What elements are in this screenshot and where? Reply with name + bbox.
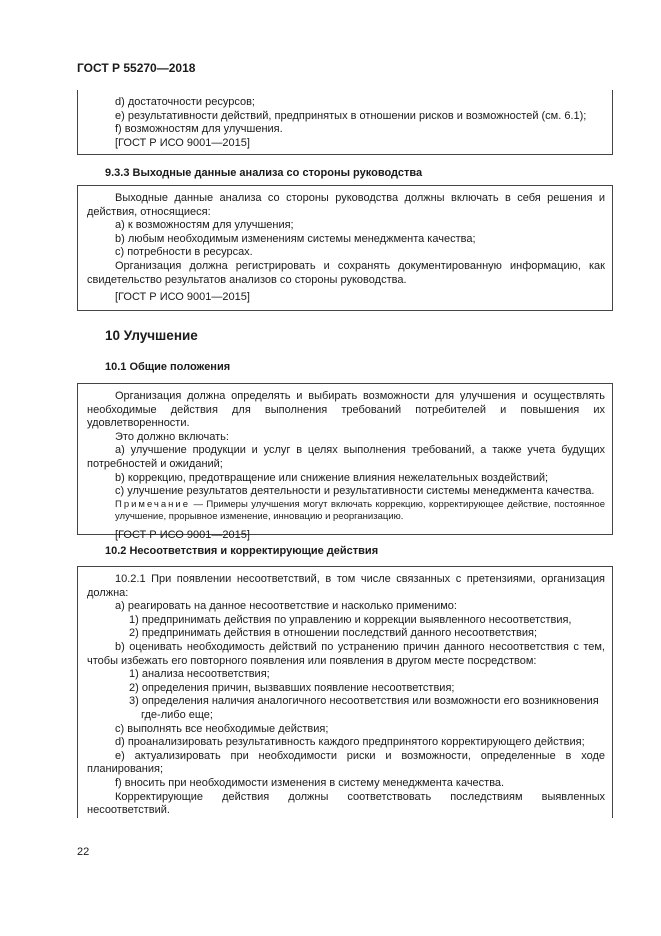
section-heading-9-3-3: 9.3.3 Выходные данные анализа со стороны руководства <box>105 167 423 179</box>
sub-list-item: 2) определения причин, вызвавших появление несоответствия; <box>129 681 455 694</box>
sub-list-item: 1) предпринимать действия по управлению и коррекции выявленного несоответствия, <box>129 613 572 626</box>
list-item: a) реагировать на данное несоответствие и насколько применимо: <box>115 600 457 613</box>
list-item: b) оценивать необходимость действий по устранению причин данного несоответствия с тем, чтобы избежать его повторного появления или появления в другом месте посредством: <box>87 640 605 667</box>
quote-box-management-review-inputs <box>77 90 613 155</box>
paragraph: Выходные данные анализа со стороны руководства должны включать в себя решения и действия, относящиеся: <box>87 192 605 218</box>
list-item: c) выполнять все необходимые действия; <box>115 722 329 735</box>
section-heading-10-2: 10.2 Несоответствия и корректирующие действия <box>105 545 379 557</box>
paragraph: Это должно включать: <box>115 430 229 443</box>
paragraph: Корректирующие действия должны соответствовать последствиям выявленных несоответствий. <box>87 790 605 817</box>
paragraph: Организация должна определять и выбирать возможности для улучшения и осуществлять необходимые действия для выполнения требований потребителей и повышения их удовлетворенности. <box>87 390 605 430</box>
paragraph: Организация должна регистрировать и сохранять документированную информацию, как свидетельство результатов анализов со стороны руководства. <box>87 259 605 286</box>
note-text: — Примеры улучшения могут включать коррекцию, корректирующее действие, постоянное улучшение, прорывное изменение, инновацию и реорганизацию. <box>115 498 605 523</box>
list-item: a) улучшение продукции и услуг в целях выполнения требований, а также учета будущих потребностей и ожиданий; <box>87 444 605 470</box>
quote-box-nonconformity <box>77 566 613 818</box>
list-item: c) улучшение результатов деятельности и результативности системы менеджмента качества. <box>115 485 595 498</box>
document-code: ГОСТ Р 55270—2018 <box>77 61 196 75</box>
section-heading-10: 10 Улучшение <box>105 328 198 343</box>
sub-list-item: 3) определения наличия аналогичного несоответствия или возможности его возникновения где-либо еще; <box>129 695 599 721</box>
sub-list-item: 2) предпринимать действия в отношении последствий данного несоответствия; <box>129 627 538 640</box>
quote-box-improvement-general <box>77 383 613 541</box>
list-item: b) любым необходимым изменениям системы менеджмента качества; <box>115 232 476 245</box>
page-number: 22 <box>77 846 90 858</box>
list-item: b) коррекцию, предотвращение или снижение влияния нежелательных воздействий; <box>115 471 549 484</box>
sub-list-item: 1) анализа несоответствия; <box>129 668 270 681</box>
list-item: f) возможностям для улучшения. <box>115 123 283 136</box>
list-item: e) результативности действий, предпринятых в отношении рисков и возможностей (см. 6.1); <box>115 109 587 122</box>
list-item: c) потребности в ресурсах. <box>115 246 253 259</box>
paragraph: 10.2.1 При появлении несоответствий, в том числе связанных с претензиями, организация должна: <box>87 573 605 599</box>
reference: [ГОСТ Р ИСО 9001—2015] <box>115 136 250 149</box>
note-label: Примечание <box>115 498 190 510</box>
list-item: a) к возможностям для улучшения; <box>115 219 294 232</box>
reference: [ГОСТ Р ИСО 9001—2015] <box>115 528 250 541</box>
list-item: d) достаточности ресурсов; <box>115 96 255 108</box>
note <box>87 499 605 524</box>
reference: [ГОСТ Р ИСО 9001—2015] <box>115 291 250 304</box>
quote-box-management-review-outputs <box>77 185 613 311</box>
list-item: f) вносить при необходимости изменения в систему менеджмента качества. <box>115 776 505 789</box>
list-item: d) проанализировать результативность каждого предпринятого корректирующего действия; <box>115 736 585 749</box>
list-item: e) актуализировать при необходимости риски и возможности, определенные в ходе планирования; <box>87 749 605 776</box>
section-heading-10-1: 10.1 Общие положения <box>105 361 231 373</box>
